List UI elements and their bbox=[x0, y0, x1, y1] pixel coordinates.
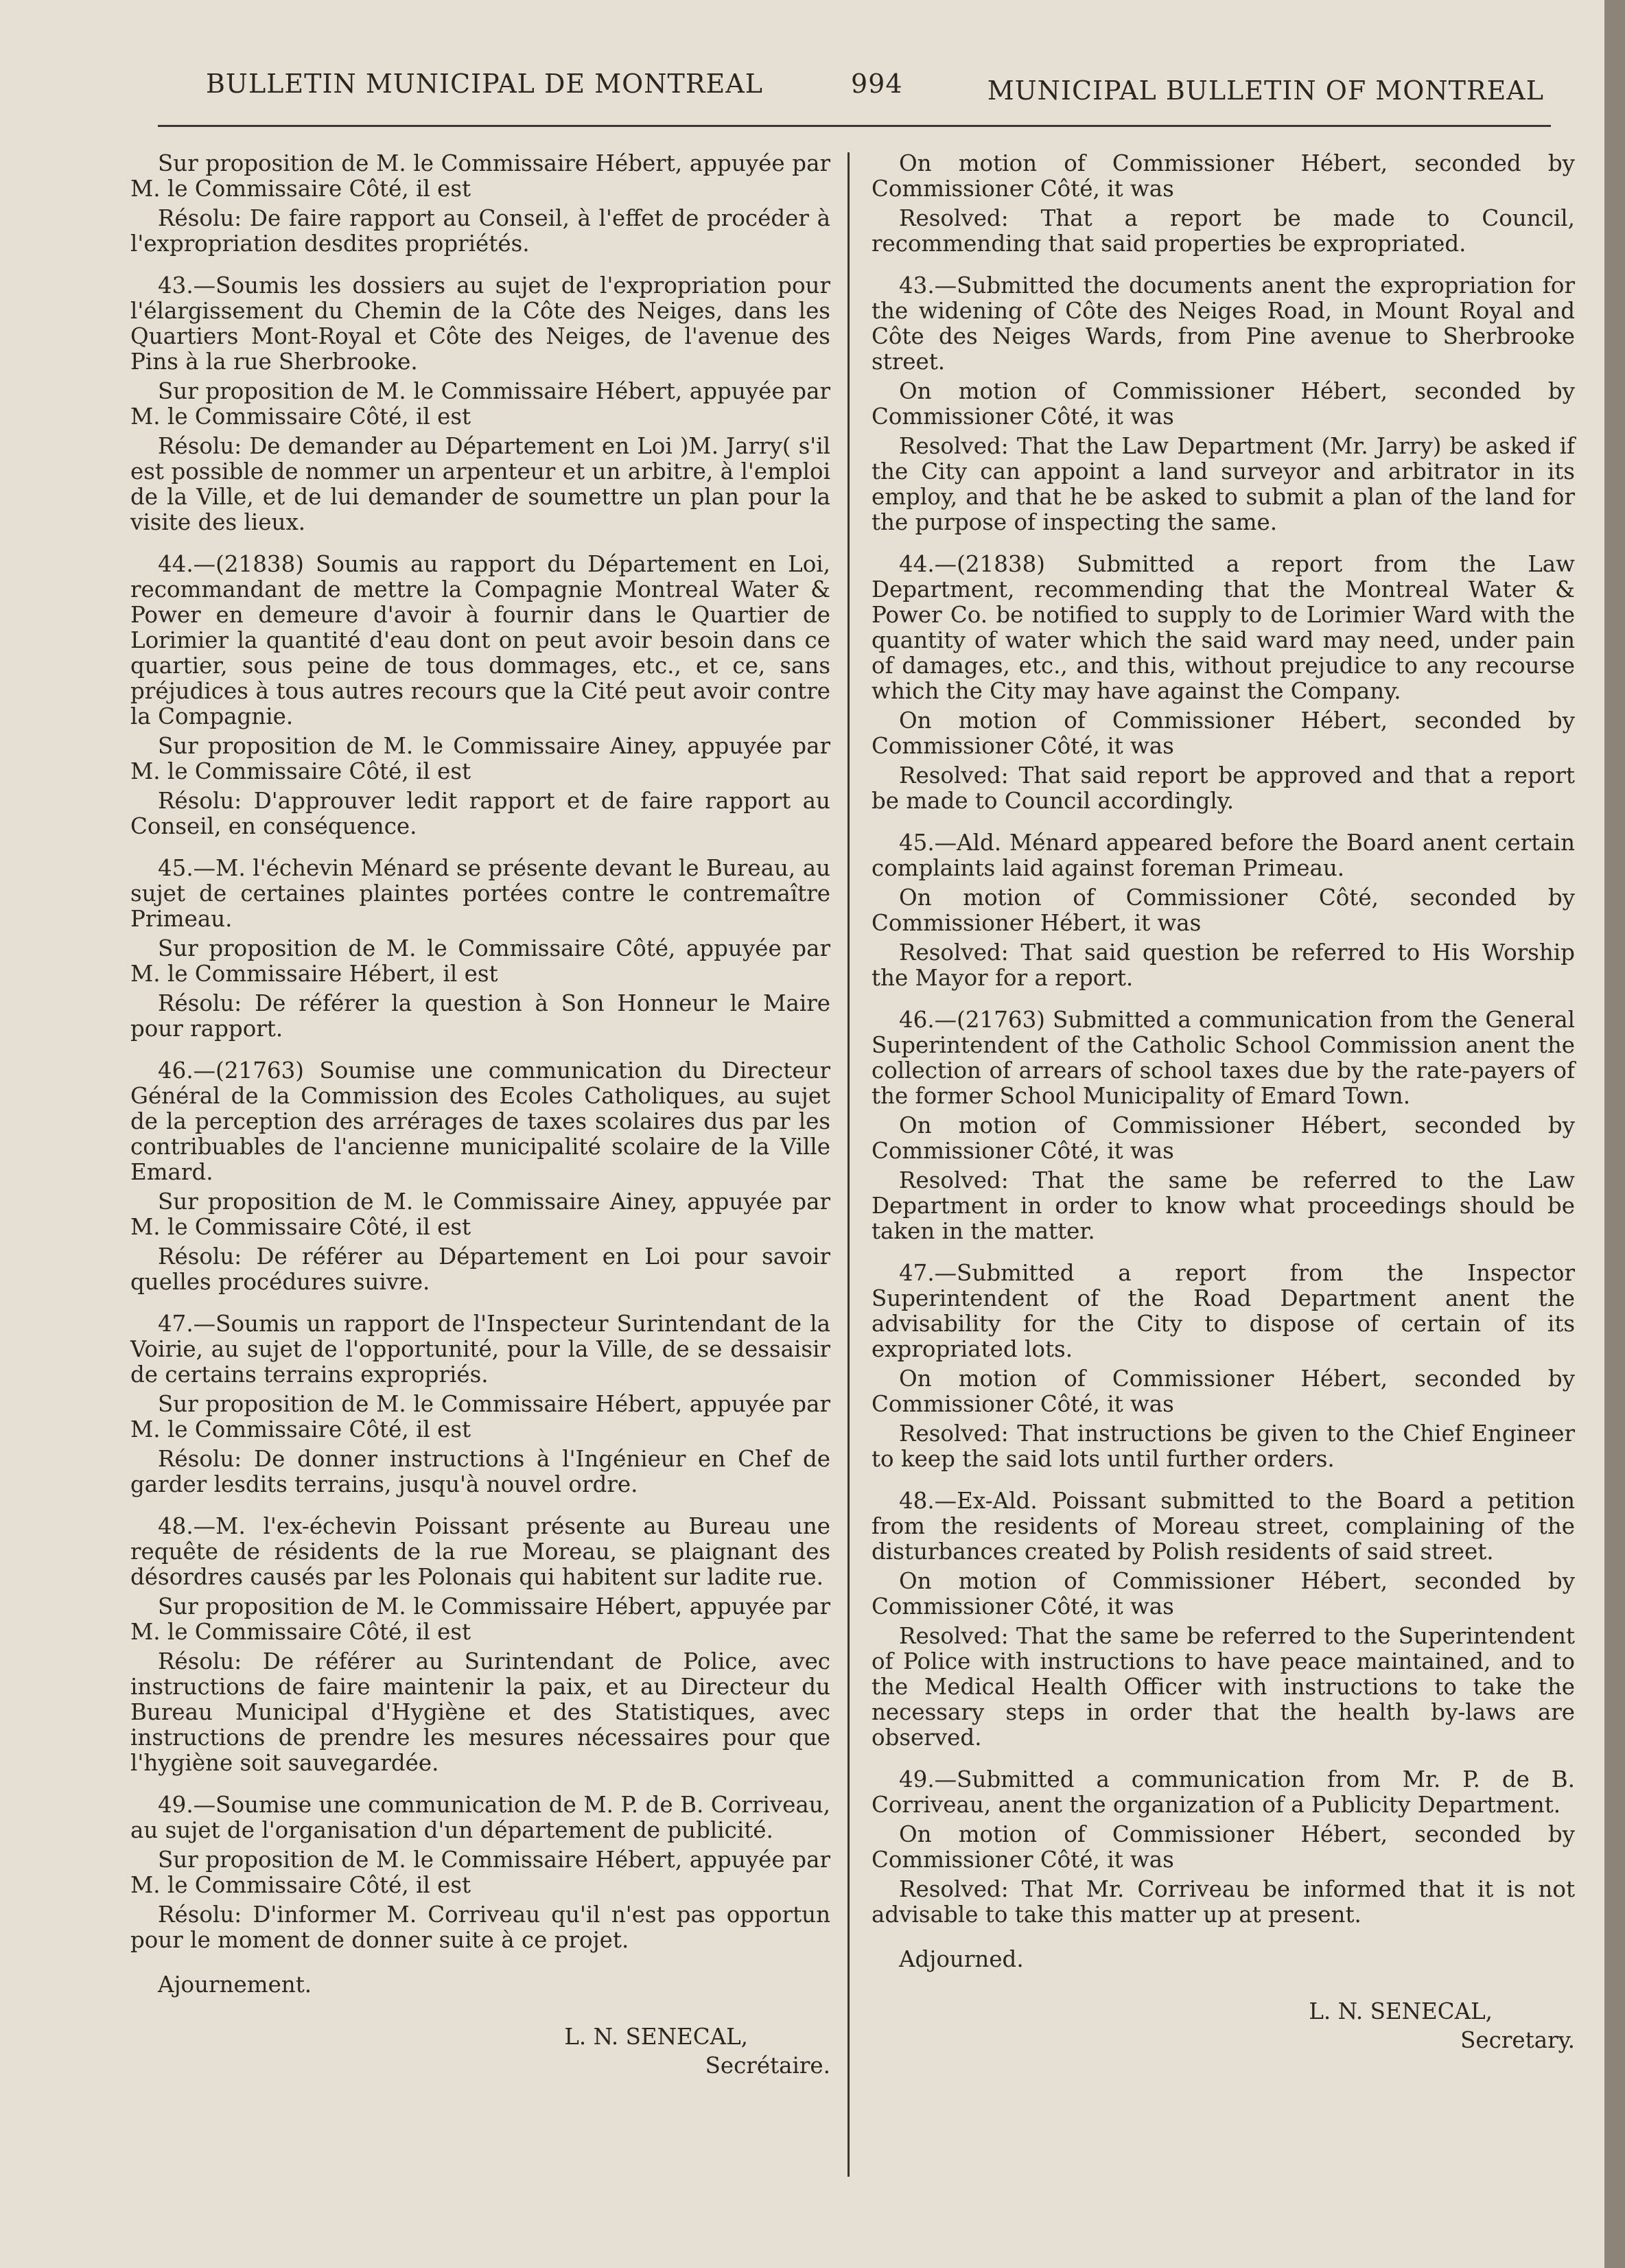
english-signature bbox=[872, 1997, 1575, 2055]
french-paragraph: Sur proposition de M. le Commissaire Hébert, appuyée par M. le Commissaire Côté, il est bbox=[130, 150, 830, 202]
french-item-44: 44.—(21838) Soumis au rapport du Département en Loi, recommandant de mettre la Compagnie Montreal Water & Power en demeure d'avoir à fournir dans le Quartier de Lorimier la quantité d'eau dont on peut avoir besoin dans ce quartier, sous peine de tous dommages, etc., et ce, sans préjudices à tous autres recours que la Cité peut avoir contre la Compagnie. bbox=[130, 551, 830, 729]
french-paragraph: Sur proposition de M. le Commissaire Hébert, appuyée par M. le Commissaire Côté, il est bbox=[130, 1593, 830, 1645]
french-paragraph: Sur proposition de M. le Commissaire Ainey, appuyée par M. le Commissaire Côté, il est bbox=[130, 1189, 830, 1240]
french-item-43: 43.—Soumis les dossiers au sujet de l'expropriation pour l'élargissement du Chemin de la Côte des Neiges, dans les Quartiers Mont-Royal et Côte des Neiges, de l'avenue des Pins à la rue Sherbrooke. bbox=[130, 272, 830, 375]
signature-title: Secretary. bbox=[1460, 2027, 1575, 2053]
english-paragraph: Resolved: That the same be referred to the Law Department in order to know what proceedings should be taken in the matter. bbox=[872, 1167, 1575, 1244]
french-paragraph: Sur proposition de M. le Commissaire Hébert, appuyée par M. le Commissaire Côté, il est bbox=[130, 378, 830, 430]
french-item-48: 48.—M. l'ex-échevin Poissant présente au Bureau une requête de résidents de la rue Moreau, se plaignant des désordres causés par les Polonais qui habitent sur ladite rue. bbox=[130, 1513, 830, 1590]
english-paragraph: Resolved: That said question be referred to His Worship the Mayor for a report. bbox=[872, 939, 1575, 991]
english-item-47: 47.—Submitted a report from the Inspector Superintendent of the Road Department anent the advisability for the City to dispose of certain of its expropriated lots. bbox=[872, 1260, 1575, 1362]
english-paragraph: Resolved: That the Law Department (Mr. Jarry) be asked if the City can appoint a land surveyor and arbitrator in its employ, and that he be asked to submit a plan of the land for the purpose of inspecting the same. bbox=[872, 433, 1575, 535]
english-column bbox=[872, 151, 1575, 2059]
page-header bbox=[206, 69, 1544, 117]
french-paragraph: Sur proposition de M. le Commissaire Côté, appuyée par M. le Commissaire Hébert, il est bbox=[130, 935, 830, 987]
english-paragraph: Resolved: That Mr. Corriveau be informed that it is not advisable to take this matter up at present. bbox=[872, 1876, 1575, 1928]
english-paragraph: On motion of Commissioner Côté, seconded by Commissioner Hébert, it was bbox=[872, 885, 1575, 936]
header-title-french: BULLETIN MUNICIPAL DE MONTREAL bbox=[206, 69, 763, 99]
english-paragraph: Resolved: That a report be made to Council, recommending that said properties be expropriated. bbox=[872, 205, 1575, 257]
french-closing: Ajournement. bbox=[158, 1972, 312, 1998]
english-paragraph: On motion of Commissioner Hébert, seconded by Commissioner Côté, it was bbox=[872, 1366, 1575, 1417]
english-paragraph: Resolved: That instructions be given to the Chief Engineer to keep the said lots until further orders. bbox=[872, 1421, 1575, 1472]
french-item-45: 45.—M. l'échevin Ménard se présente devant le Bureau, au sujet de certaines plaintes portées contre le contremaître Primeau. bbox=[130, 855, 830, 932]
french-paragraph: Résolu: D'informer M. Corriveau qu'il n'est pas opportun pour le moment de donner suite à ce projet. bbox=[130, 1902, 830, 1953]
english-item-45: 45.—Ald. Ménard appeared before the Board anent certain complaints laid against foreman Primeau. bbox=[872, 830, 1575, 881]
french-column bbox=[130, 151, 830, 2084]
french-paragraph: Résolu: De référer au Surintendant de Police, avec instructions de faire maintenir la paix, et au Directeur du Bureau Municipal d'Hygiène et des Statistiques, avec instructions de prendre les mesures nécessaires pour que l'hygiène soit sauvegardée. bbox=[130, 1648, 830, 1776]
english-paragraph: On motion of Commissioner Hébert, seconded by Commissioner Côté, it was bbox=[872, 1821, 1575, 1873]
page-edge bbox=[1604, 0, 1625, 2268]
header-rule bbox=[158, 125, 1551, 127]
english-paragraph: On motion of Commissioner Hébert, seconded by Commissioner Côté, it was bbox=[872, 150, 1575, 202]
signature-name: L. N. SENECAL, bbox=[1309, 1998, 1493, 2024]
french-paragraph: Résolu: D'approuver ledit rapport et de faire rapport au Conseil, en conséquence. bbox=[130, 788, 830, 839]
english-item-48: 48.—Ex-Ald. Poissant submitted to the Board a petition from the residents of Moreau street, complaining of the disturbances created by Polish residents of said street. bbox=[872, 1488, 1575, 1565]
header-title-english: MUNICIPAL BULLETIN OF MONTREAL bbox=[987, 75, 1544, 106]
french-item-47: 47.—Soumis un rapport de l'Inspecteur Surintendant de la Voirie, au sujet de l'opportunité, pour la Ville, de se dessaisir de certains terrains expropriés. bbox=[130, 1311, 830, 1388]
english-item-43: 43.—Submitted the documents anent the expropriation for the widening of Côte des Neiges Road, in Mount Royal and Côte des Neiges Wards, from Pine avenue to Sherbrooke street. bbox=[872, 272, 1575, 375]
french-signature bbox=[130, 2022, 830, 2080]
english-item-44: 44.—(21838) Submitted a report from the Law Department, recommending that the Montreal Water & Power Co. be notified to supply to de Lorimier Ward with the quantity of water which the said ward may need, under pain of damages, etc., and this, without prejudice to any recourse which the City may have against the Company. bbox=[872, 551, 1575, 704]
french-paragraph: Sur proposition de M. le Commissaire Ainey, appuyée par M. le Commissaire Côté, il est bbox=[130, 733, 830, 784]
signature-name: L. N. SENECAL, bbox=[564, 2024, 748, 2050]
page-number: 994 bbox=[851, 69, 903, 99]
english-paragraph: On motion of Commissioner Hébert, seconded by Commissioner Côté, it was bbox=[872, 1112, 1575, 1164]
english-item-46: 46.—(21763) Submitted a communication from the General Superintendent of the Catholic School Commission anent the collection of arrears of school taxes due by the rate-payers of the former School Municipality of Emard Town. bbox=[872, 1007, 1575, 1109]
english-paragraph: Resolved: That the same be referred to the Superintendent of Police with instructions to have peace maintained, and to the Medical Health Officer with instructions to take the necessary steps in order that the health by-laws are observed. bbox=[872, 1623, 1575, 1751]
french-paragraph: Résolu: De référer au Département en Loi pour savoir quelles procédures suivre. bbox=[130, 1243, 830, 1295]
english-paragraph: On motion of Commissioner Hébert, seconded by Commissioner Côté, it was bbox=[872, 378, 1575, 430]
french-item-49: 49.—Soumise une communication de M. P. de B. Corriveau, au sujet de l'organisation d'un département de publicité. bbox=[130, 1792, 830, 1843]
french-paragraph: Résolu: De faire rapport au Conseil, à l'effet de procéder à l'expropriation desdites propriétés. bbox=[130, 205, 830, 257]
english-paragraph: Resolved: That said report be approved and that a report be made to Council accordingly. bbox=[872, 762, 1575, 814]
french-paragraph: Résolu: De demander au Département en Loi )M. Jarry( s'il est possible de nommer un arpenteur et un arbitre, à l'emploi de la Ville, et de lui demander de soumettre un plan pour la visite des lieux. bbox=[130, 433, 830, 535]
english-paragraph: On motion of Commissioner Hébert, seconded by Commissioner Côté, it was bbox=[872, 708, 1575, 759]
signature-title: Secrétaire. bbox=[705, 2053, 830, 2079]
english-paragraph: On motion of Commissioner Hébert, seconded by Commissioner Côté, it was bbox=[872, 1568, 1575, 1620]
english-item-49: 49.—Submitted a communication from Mr. P. de B. Corriveau, anent the organization of a Publicity Department. bbox=[872, 1766, 1575, 1818]
french-paragraph: Résolu: De référer la question à Son Honneur le Maire pour rapport. bbox=[130, 990, 830, 1042]
english-closing: Adjourned. bbox=[899, 1946, 1024, 1972]
french-paragraph: Résolu: De donner instructions à l'Ingénieur en Chef de garder lesdits terrains, jusqu'à nouvel ordre. bbox=[130, 1446, 830, 1497]
french-paragraph: Sur proposition de M. le Commissaire Hébert, appuyée par M. le Commissaire Côté, il est bbox=[130, 1391, 830, 1442]
column-divider bbox=[847, 152, 850, 2177]
french-paragraph: Sur proposition de M. le Commissaire Hébert, appuyée par M. le Commissaire Côté, il est bbox=[130, 1847, 830, 1898]
french-item-46: 46.—(21763) Soumise une communication du Directeur Général de la Commission des Ecoles Catholiques, au sujet de la perception des arrérages de taxes scolaires dus par les contribuables de l'ancienne municipalité scolaire de la Ville Emard. bbox=[130, 1057, 830, 1185]
